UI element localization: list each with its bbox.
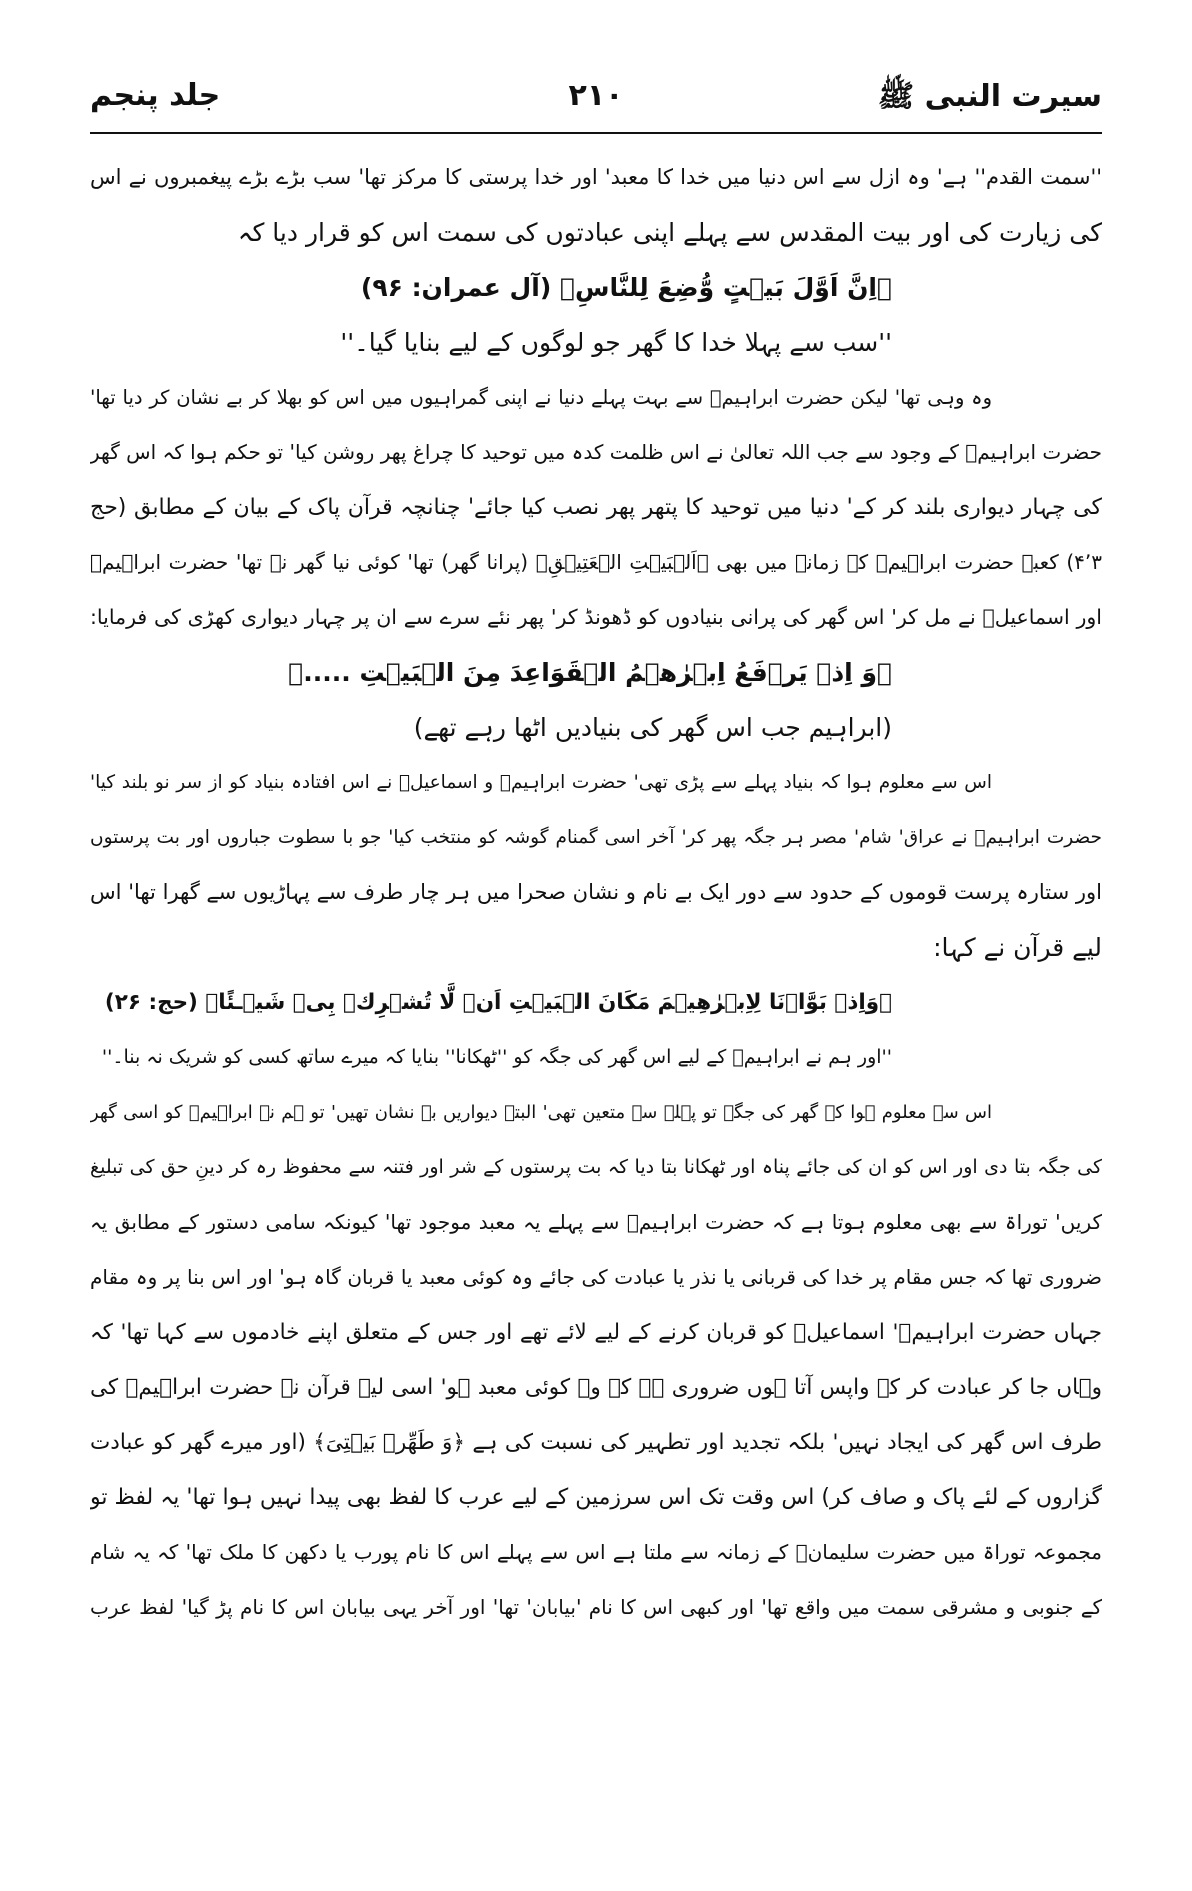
text-line: ﴿وَاِذۡ بَوَّاۡنَا لِاِبۡرٰهِيۡمَ مَكَانَ الۡبَيۡتِ اَنۡ لَّا تُشۡرِكۡ بِىۡ شَيۡـئًا﴾ (حج: ۲۶) (104, 990, 892, 1015)
text-line: ''اور ہم نے ابراہیمؑ کے لیے اس گھر کی جگہ کو ''ٹھکانا'' بنایا کہ میرے ساتھ کسی کو شریک نہ بنا۔'' (101, 1046, 892, 1068)
text-line: حضرت ابراہیمؑ نے عراق' شام' مصر ہر جگہ پھر کر' آخر اسی گمنام گوشہ کو منتخب کیا' جو با سطوت جباروں اور بت پرستوں (90, 827, 1102, 848)
volume-label: جلد پنجم (90, 78, 221, 113)
text-line: اس سے معلوم ہوا کہ گھر کی جگہ تو پہلے سے متعین تھی' البتہ دیواریں بے نشان تھیں' تو ہم نے ابراہیمؑ کو اسی گھر (90, 1102, 992, 1123)
text-line: لیے قرآن نے کہا: (933, 933, 1102, 962)
text-line: کی چہار دیواری بلند کر کے' دنیا میں توحید کا پتھر پھر نصب کیا جائے' چنانچہ قرآن پاک کے بیان کے مطابق (حج (90, 495, 1102, 520)
text-line: ''سب سے پہلا خدا کا گھر جو لوگوں کے لیے بنایا گیا۔'' (340, 328, 892, 357)
text-line: گزاروں کے لئے پاک و صاف کر) اس وقت تک اس سرزمین کے لیے عرب کا لفظ بھی پیدا نہیں ہوا تھا' یہ لفظ تو (90, 1485, 1102, 1510)
page-number: ۲۱۰ (568, 78, 624, 113)
text-line: مجموعہ توراۃ میں حضرت سلیمانؑ کے زمانہ سے ملتا ہے اس سے پہلے اس کا نام پورب یا دکھن کا ملک تھا' کہ یہ شام (90, 1540, 1102, 1564)
text-line: اور اسماعیلؑ نے مل کر' اس گھر کی پرانی بنیادوں کو ڈھونڈ کر' پھر نئے سرے سے ان پر چہار دیواری کھڑی کی فرمایا: (90, 605, 1102, 629)
text-line: طرف اس گھر کی ایجاد نہیں' بلکہ تجدید اور تطہیر کی نسبت کی ہے ﴿وَ طَهِّرۡ بَيۡتِىَ﴾ (اور میرے گھر کو عبادت (90, 1430, 1102, 1455)
text-line: ضروری تھا کہ جس مقام پر خدا کی قربانی یا نذر یا عبادت کی جائے وہ کوئی معبد یا قربان گاہ ہو' اور اس بنا پر وہ مقام (90, 1265, 1102, 1289)
text-line: جہاں حضرت ابراہیمؑ' اسماعیلؑ کو قربان کرنے کے لیے لائے تھے اور جس کے متعلق اپنے خادموں سے کہا تھا' کہ (90, 1320, 1102, 1345)
header-rule (90, 132, 1102, 134)
text-line: کی زیارت کی اور بیت المقدس سے پہلے اپنی عبادتوں کی سمت اس کو قرار دیا کہ (237, 218, 1102, 247)
page-header (90, 70, 1102, 130)
text-line: ۴٬۳) کعبہ حضرت ابراہیمؑ کے زمانہ میں بھی ﴿اَلۡبَيۡتِ الۡعَتِيۡقِ﴾ (پرانا گھر) تھا' کوئی نیا گھر نہ تھا' حضرت ابراہیمؑ (90, 550, 1102, 574)
text-line: حضرت ابراہیمؑ کے وجود سے جب اللہ تعالیٰ نے اس ظلمت کدہ میں توحید کا چراغ پھر روشن کیا' تو حکم ہوا کہ اس گھر (90, 440, 1102, 464)
text-line: کے جنوبی و مشرقی سمت میں واقع تھا' اور کبھی اس کا نام 'بیابان' تھا' اور آخر یہی بیابان اس کا نام پڑ گیا' لفظ عرب (90, 1595, 1102, 1619)
text-line: اس سے معلوم ہوا کہ بنیاد پہلے سے پڑی تھی' حضرت ابراہیمؑ و اسماعیلؑ نے اس افتادہ بنیاد کو از سر نو بلند کیا' (90, 772, 992, 793)
text-line: ''سمت القدم'' ہے' وہ ازل سے اس دنیا میں خدا کا معبد' اور خدا پرستی کا مرکز تھا' سب بڑے بڑے پیغمبروں نے اس (90, 165, 1102, 189)
text-line: (ابراہیم جب اس گھر کی بنیادیں اٹھا رہے تھے) (413, 713, 892, 742)
text-line: کی جگہ بتا دی اور اس کو ان کی جائے پناہ اور ٹھکانا بتا دیا کہ بت پرستوں کے شر اور فتنہ سے محفوظ رہ کر دینِ حق کی تبلیغ (90, 1156, 1102, 1178)
text-line: وہاں جا کر عبادت کر کے واپس آتا ہوں ضروری ہے کہ وہ کوئی معبد ہو' اسی لیے قرآن نے حضرت ابراہیمؑ کی (90, 1375, 1102, 1400)
text-line: وہ وہی تھا' لیکن حضرت ابراہیمؑ سے بہت پہلے دنیا نے اپنی گمراہیوں میں اس کو بھلا کر بے نشان کر دیا تھا' (90, 386, 992, 409)
text-line: کریں' توراۃ سے بھی معلوم ہوتا ہے کہ حضرت ابراہیمؑ سے پہلے یہ معبد موجود تھا' کیونکہ سامی دستور کے مطابق یہ (90, 1210, 1102, 1234)
text-line: اور ستارہ پرست قوموں کے حدود سے دور ایک بے نام و نشان صحرا میں ہر چار طرف سے پہاڑیوں سے گھرا تھا' اس (90, 880, 1102, 904)
text-line: ﴿اِنَّ اَوَّلَ بَيۡتٍ وُّضِعَ لِلنَّاسِ﴾ (آل عمران: ۹۶) (360, 273, 892, 302)
text-line: ﴿وَ اِذۡ يَرۡفَعُ اِبۡرٰهٖمُ الۡقَوَاعِدَ مِنَ الۡبَيۡتِ .....﴾ (288, 658, 892, 687)
book-title: سیرت النبی ﷺ (877, 79, 1102, 114)
body-text (90, 150, 1102, 1635)
